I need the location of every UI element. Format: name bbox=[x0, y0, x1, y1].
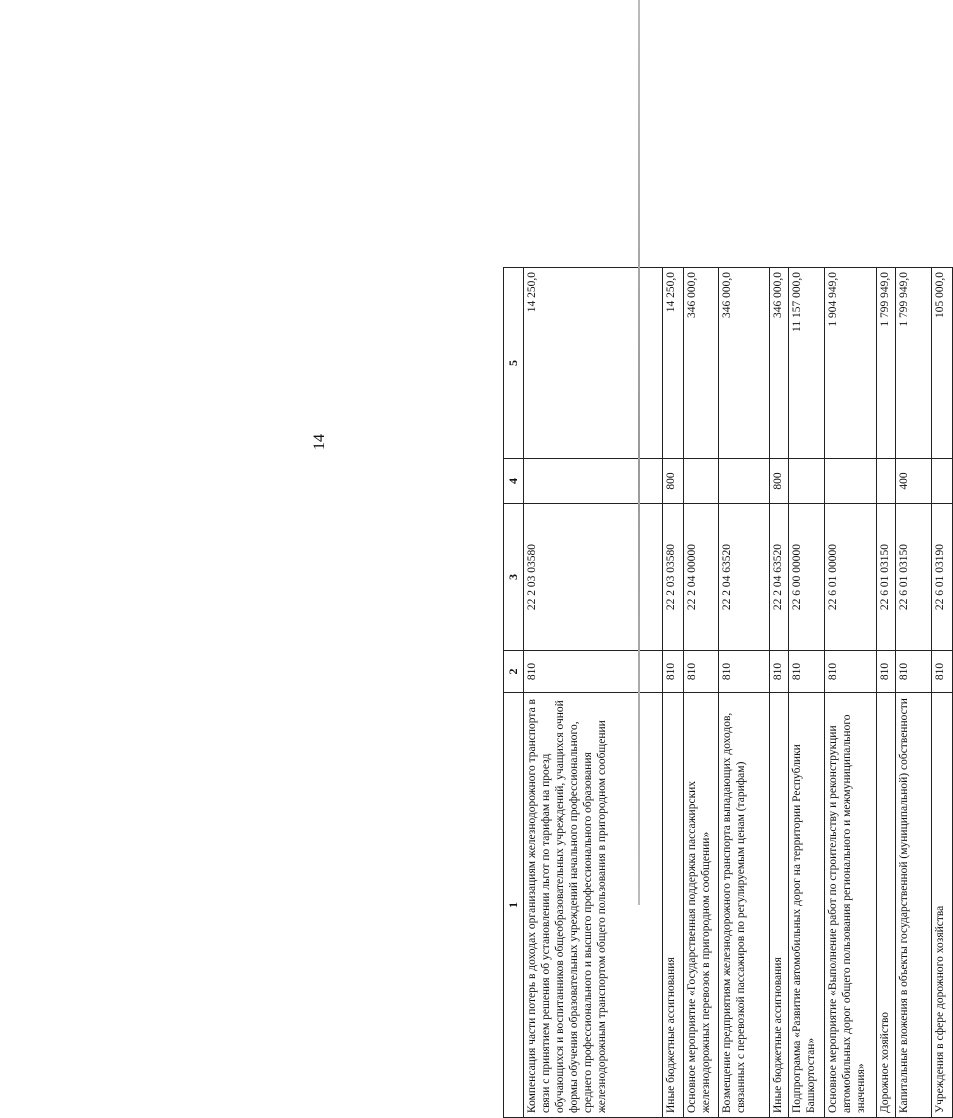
row-code: 810 bbox=[824, 651, 877, 693]
row-type: 400 bbox=[896, 459, 932, 504]
row-code: 810 bbox=[931, 651, 952, 693]
row-sum: 11 157 000,0 bbox=[788, 268, 824, 459]
row-type bbox=[877, 459, 896, 504]
row-article: 22 6 01 03190 bbox=[931, 504, 952, 651]
row-type bbox=[719, 459, 770, 504]
row-name: Компенсация части потерь в доходах организациям железнодорожного транспорта в связи с принятием решения об установлении льгот по тарифам на проезд обучающихся и воспитанников общеобразовательных учреждений, учащихся очной формы обучения образовательных учреждений начального профессионального, среднего профессионального и высшего профессионального образования железнодорожным транспортом общего пользования в пригородном сообщении bbox=[523, 693, 662, 1118]
row-code: 810 bbox=[788, 651, 824, 693]
row-code: 810 bbox=[877, 651, 896, 693]
row-name: Возмещение предприятиям железнодорожного транспорта выпадающих доходов, связанных с перевозкой пассажиров по регулируемым ценам (тарифам) bbox=[719, 693, 770, 1118]
row-sum: 1 904 949,0 bbox=[824, 268, 877, 459]
row-name: Иные бюджетные ассигнования bbox=[662, 693, 683, 1118]
row-code: 810 bbox=[662, 651, 683, 693]
row-code: 810 bbox=[683, 651, 719, 693]
header-col-5: 5 bbox=[504, 268, 524, 459]
row-article: 22 6 01 03150 bbox=[896, 504, 932, 651]
row-type bbox=[523, 459, 662, 504]
row-type: 800 bbox=[662, 459, 683, 504]
row-code: 810 bbox=[896, 651, 932, 693]
row-name: Капитальные вложения в объекты государственной (муниципальной) собственности bbox=[896, 693, 932, 1118]
table-row bbox=[769, 268, 788, 1118]
table-row bbox=[824, 268, 877, 1118]
rotated-budget-table-wrapper bbox=[503, 268, 953, 1118]
row-article: 22 6 01 03150 bbox=[877, 504, 896, 651]
header-col-3: 3 bbox=[504, 504, 524, 651]
row-type bbox=[931, 459, 952, 504]
row-code: 810 bbox=[769, 651, 788, 693]
row-sum: 1 799 949,0 bbox=[877, 268, 896, 459]
row-sum: 346 000,0 bbox=[769, 268, 788, 459]
header-col-4: 4 bbox=[504, 459, 524, 504]
row-type: 800 bbox=[769, 459, 788, 504]
row-article: 22 2 03 03580 bbox=[523, 504, 662, 651]
row-article: 22 2 04 00000 bbox=[683, 504, 719, 651]
row-article: 22 2 04 63520 bbox=[719, 504, 770, 651]
page-number: 14 bbox=[311, 434, 328, 450]
row-name: Учреждения в сфере дорожного хозяйства bbox=[931, 693, 952, 1118]
budget-table bbox=[503, 267, 953, 1118]
table-row bbox=[683, 268, 719, 1118]
row-article: 22 2 04 63520 bbox=[769, 504, 788, 651]
row-article: 22 6 00 00000 bbox=[788, 504, 824, 651]
row-sum: 105 000,0 bbox=[931, 268, 952, 459]
row-type bbox=[683, 459, 719, 504]
row-sum: 14 250,0 bbox=[662, 268, 683, 459]
table-row bbox=[662, 268, 683, 1118]
row-code: 810 bbox=[523, 651, 662, 693]
header-col-1: 1 bbox=[504, 693, 524, 1118]
row-article: 22 2 03 03580 bbox=[662, 504, 683, 651]
table-row bbox=[877, 268, 896, 1118]
row-name: Основное мероприятие «Выполнение работ по строительству и реконструкции автомобильных дорог общего пользования регионального и межмуниципального значения» bbox=[824, 693, 877, 1118]
row-sum: 1 799 949,0 bbox=[896, 268, 932, 459]
table-row bbox=[896, 268, 932, 1118]
scan-edge bbox=[638, 0, 640, 905]
row-sum: 346 000,0 bbox=[683, 268, 719, 459]
row-type bbox=[788, 459, 824, 504]
table-row bbox=[931, 268, 952, 1118]
table-row bbox=[523, 268, 662, 1118]
row-sum: 14 250,0 bbox=[523, 268, 662, 459]
row-name: Иные бюджетные ассигнования bbox=[769, 693, 788, 1118]
row-sum: 346 000,0 bbox=[719, 268, 770, 459]
row-article: 22 6 01 00000 bbox=[824, 504, 877, 651]
header-col-2: 2 bbox=[504, 651, 524, 693]
row-name: Подпрограмма «Развитие автомобильных дорог на территории Республики Башкортостан» bbox=[788, 693, 824, 1118]
table-row bbox=[788, 268, 824, 1118]
row-code: 810 bbox=[719, 651, 770, 693]
row-name: Дорожное хозяйство bbox=[877, 693, 896, 1118]
table-header-row bbox=[504, 268, 524, 1118]
row-type bbox=[824, 459, 877, 504]
table-row bbox=[719, 268, 770, 1118]
row-name: Основное мероприятие «Государственная поддержка пассажирских железнодорожных перевозок в пригородном сообщении» bbox=[683, 693, 719, 1118]
